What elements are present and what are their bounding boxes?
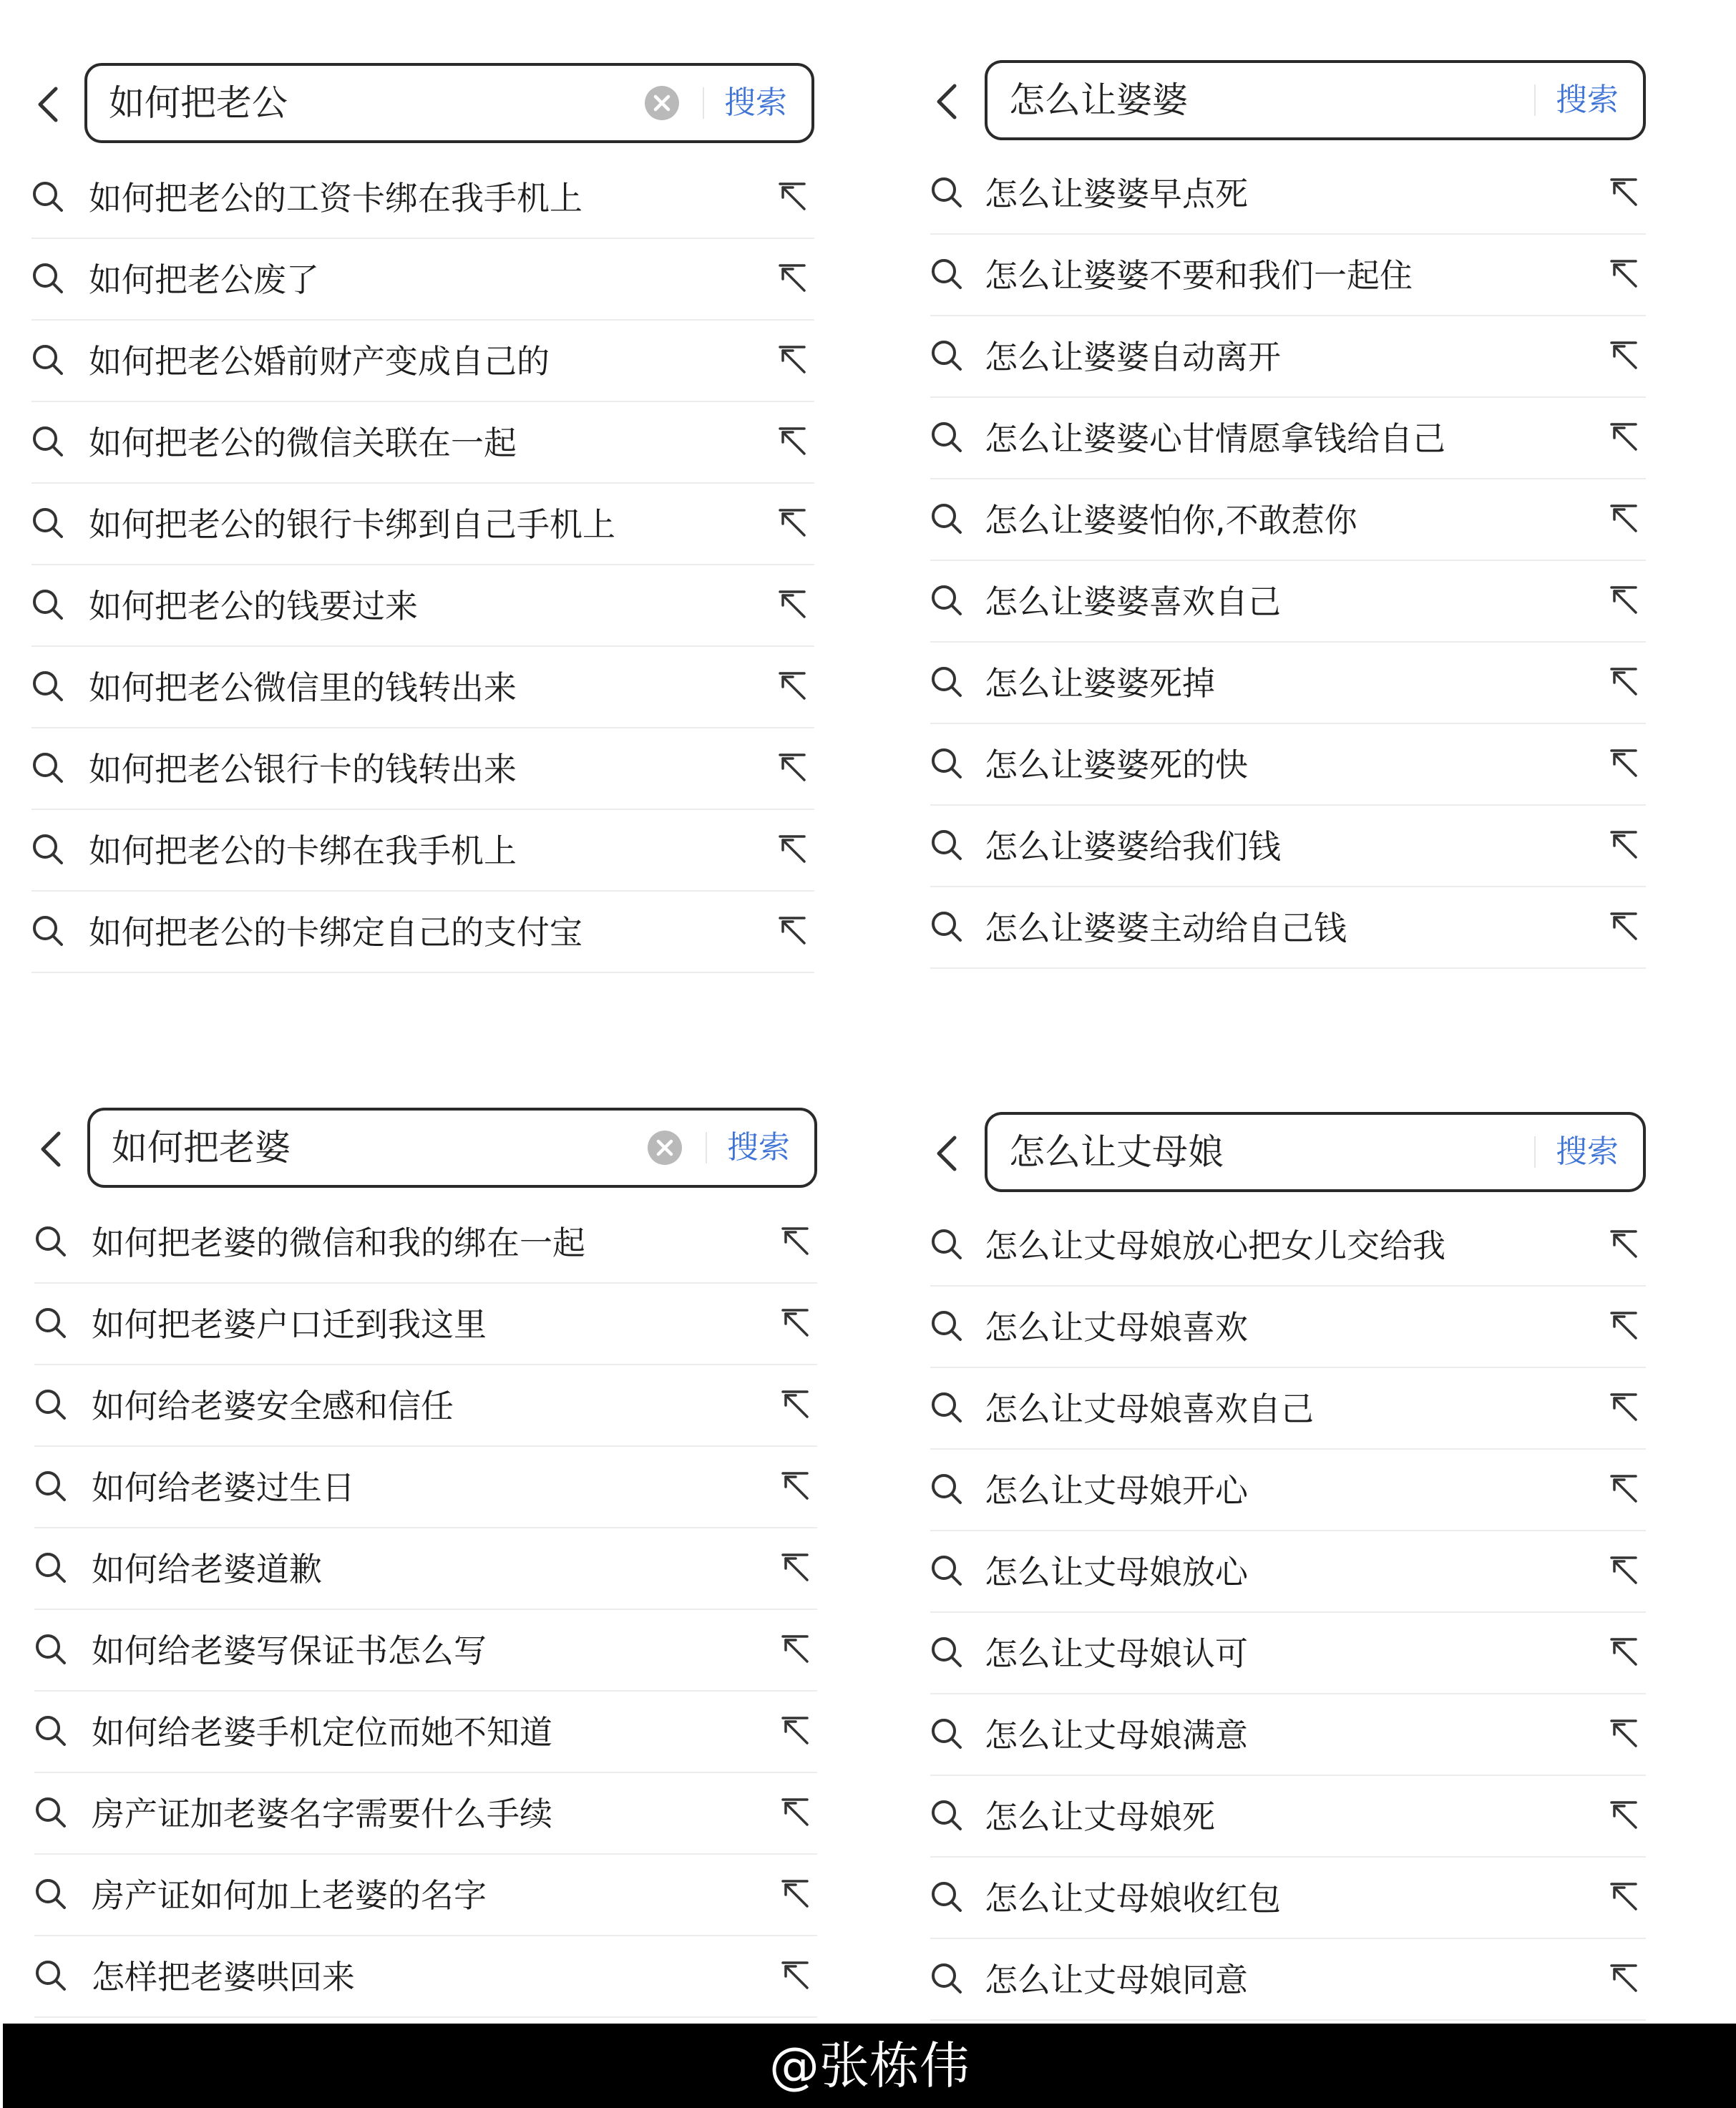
search-header xyxy=(34,1108,817,1191)
arrow-up-left-icon[interactable] xyxy=(779,1634,810,1666)
suggestion-text: 怎么让丈母娘放心 xyxy=(985,1553,1248,1591)
search-query[interactable]: 如何把老公 xyxy=(109,82,288,124)
arrow-up-left-icon[interactable] xyxy=(776,916,807,947)
search-icon xyxy=(930,1962,963,1995)
search-panel-wife xyxy=(34,1108,817,2018)
suggestion-item[interactable] xyxy=(930,561,1646,643)
search-icon xyxy=(34,1551,67,1584)
search-icon xyxy=(31,914,64,947)
suggestion-list xyxy=(930,1205,1646,2021)
search-icon xyxy=(34,1714,67,1747)
suggestion-text: 怎么让丈母娘收红包 xyxy=(985,1879,1281,1918)
search-icon xyxy=(930,665,963,698)
arrow-up-left-icon[interactable] xyxy=(776,753,807,784)
arrow-up-left-icon[interactable] xyxy=(779,1308,810,1340)
arrow-up-left-icon[interactable] xyxy=(1607,1963,1639,1995)
suggestion-item[interactable] xyxy=(34,1610,817,1692)
suggestion-item[interactable] xyxy=(31,892,814,973)
suggestion-item[interactable] xyxy=(34,1284,817,1365)
suggestion-text: 如何把老公微信里的钱转出来 xyxy=(89,668,517,707)
suggestion-text: 怎么让婆婆不要和我们一起住 xyxy=(985,256,1413,295)
search-icon xyxy=(930,1799,963,1832)
arrow-up-left-icon[interactable] xyxy=(776,345,807,376)
suggestion-text: 怎么让婆婆心甘情愿拿钱给自己 xyxy=(985,419,1445,458)
suggestion-item[interactable] xyxy=(31,402,814,484)
watermark-text: @张栋伟 xyxy=(769,2036,970,2095)
arrow-up-left-icon[interactable] xyxy=(1607,341,1639,372)
search-icon xyxy=(930,421,963,454)
suggestion-text: 如何给老婆手机定位而她不知道 xyxy=(92,1713,552,1752)
suggestion-text: 怎么让婆婆给我们钱 xyxy=(985,827,1281,866)
suggestion-item[interactable] xyxy=(31,728,814,810)
suggestion-item[interactable] xyxy=(930,316,1646,398)
arrow-up-left-icon[interactable] xyxy=(1607,1474,1639,1506)
suggestion-list xyxy=(31,157,814,973)
arrow-up-left-icon[interactable] xyxy=(776,671,807,703)
search-query[interactable]: 怎么让婆婆 xyxy=(1009,79,1188,121)
suggestion-item[interactable] xyxy=(31,157,814,239)
suggestion-text: 怎么让婆婆主动给自己钱 xyxy=(985,909,1347,947)
suggestion-item[interactable] xyxy=(930,1205,1646,1287)
arrow-up-left-icon[interactable] xyxy=(1607,1719,1639,1750)
suggestion-text: 怎么让丈母娘认可 xyxy=(985,1634,1248,1673)
search-icon xyxy=(31,262,64,295)
clear-icon[interactable] xyxy=(647,1130,683,1166)
suggestion-item[interactable] xyxy=(930,1368,1646,1450)
suggestion-item[interactable] xyxy=(31,810,814,892)
suggestion-item[interactable] xyxy=(930,1776,1646,1858)
suggestion-item[interactable] xyxy=(930,887,1646,969)
search-icon xyxy=(930,1717,963,1750)
search-icon xyxy=(930,1309,963,1342)
search-input[interactable] xyxy=(87,1108,817,1188)
arrow-up-left-icon[interactable] xyxy=(779,1716,810,1747)
suggestion-item[interactable] xyxy=(930,1450,1646,1531)
arrow-up-left-icon[interactable] xyxy=(1607,177,1639,209)
arrow-up-left-icon[interactable] xyxy=(779,1471,810,1503)
search-panel-wifes-mother xyxy=(930,1112,1646,2021)
suggestion-text: 如何把老公废了 xyxy=(89,260,319,299)
suggestion-list xyxy=(34,1202,817,2018)
arrow-up-left-icon[interactable] xyxy=(1607,912,1639,943)
suggestion-text: 如何把老公婚前财产变成自己的 xyxy=(89,342,550,381)
arrow-up-left-icon[interactable] xyxy=(776,263,807,295)
search-header xyxy=(31,63,814,146)
arrow-up-left-icon[interactable] xyxy=(1607,1311,1639,1342)
suggestion-text: 房产证加老婆名字需要什么手续 xyxy=(92,1795,552,1833)
search-icon xyxy=(930,1880,963,1913)
search-input[interactable] xyxy=(985,60,1646,140)
suggestion-text: 怎么让婆婆喜欢自己 xyxy=(985,582,1281,621)
arrow-up-left-icon[interactable] xyxy=(779,1390,810,1421)
search-icon xyxy=(930,1554,963,1587)
arrow-up-left-icon[interactable] xyxy=(776,508,807,540)
suggestion-item[interactable] xyxy=(34,1528,817,1610)
suggestion-item[interactable] xyxy=(34,1365,817,1447)
arrow-up-left-icon[interactable] xyxy=(1607,1229,1639,1261)
search-icon xyxy=(34,1878,67,1911)
chevron-left-icon[interactable] xyxy=(930,82,966,122)
search-icon xyxy=(31,670,64,703)
suggestion-item[interactable] xyxy=(930,398,1646,479)
suggestion-item[interactable] xyxy=(930,235,1646,316)
search-header xyxy=(930,1112,1646,1195)
suggestion-item[interactable] xyxy=(930,1694,1646,1776)
arrow-up-left-icon[interactable] xyxy=(1607,1882,1639,1913)
search-icon xyxy=(930,1473,963,1506)
suggestion-item[interactable] xyxy=(34,1773,817,1855)
suggestion-item[interactable] xyxy=(930,1858,1646,1939)
suggestion-item[interactable] xyxy=(930,479,1646,561)
search-icon xyxy=(930,1391,963,1424)
suggestion-text: 如何把老公的卡绑定自己的支付宝 xyxy=(89,913,582,952)
suggestion-item[interactable] xyxy=(31,647,814,728)
search-icon xyxy=(34,1959,67,1992)
suggestion-text: 怎么让婆婆自动离开 xyxy=(985,338,1281,376)
search-icon xyxy=(31,588,64,621)
divider xyxy=(1534,1136,1536,1168)
suggestion-text: 如何给老婆道歉 xyxy=(92,1550,322,1589)
suggestion-text: 怎样把老婆哄回来 xyxy=(92,1958,355,1996)
search-icon xyxy=(34,1796,67,1829)
suggestion-item[interactable] xyxy=(34,1936,817,2018)
arrow-up-left-icon[interactable] xyxy=(776,426,807,458)
arrow-up-left-icon[interactable] xyxy=(779,1961,810,1992)
suggestion-text: 如何把老公的工资卡绑在我手机上 xyxy=(89,179,582,218)
suggestion-text: 如何把老公的微信关联在一起 xyxy=(89,424,517,462)
suggestion-item[interactable] xyxy=(930,643,1646,724)
divider xyxy=(1534,84,1536,116)
search-header xyxy=(930,60,1646,143)
clear-icon[interactable] xyxy=(644,85,680,121)
arrow-up-left-icon[interactable] xyxy=(776,182,807,213)
search-panel-husband xyxy=(31,63,814,973)
suggestion-text: 怎么让丈母娘满意 xyxy=(985,1716,1248,1755)
watermark-bar xyxy=(3,2024,1736,2108)
search-icon xyxy=(31,833,64,866)
arrow-up-left-icon[interactable] xyxy=(1607,1392,1639,1424)
search-query[interactable]: 怎么让丈母娘 xyxy=(1009,1131,1224,1173)
arrow-up-left-icon[interactable] xyxy=(1607,585,1639,617)
suggestion-text: 如何给老婆安全感和信任 xyxy=(92,1387,454,1425)
search-button[interactable]: 搜索 xyxy=(1556,1133,1619,1170)
search-icon xyxy=(930,747,963,780)
suggestion-text: 怎么让丈母娘喜欢自己 xyxy=(985,1390,1314,1428)
search-icon xyxy=(34,1388,67,1421)
suggestion-text: 怎么让丈母娘放心把女儿交给我 xyxy=(985,1226,1445,1265)
search-panel-mother-in-law xyxy=(930,60,1646,969)
search-icon xyxy=(930,339,963,372)
chevron-left-icon[interactable] xyxy=(31,84,67,125)
search-icon xyxy=(930,1636,963,1669)
chevron-left-icon[interactable] xyxy=(34,1129,70,1169)
search-icon xyxy=(930,502,963,535)
suggestion-item[interactable] xyxy=(930,1613,1646,1694)
search-icon xyxy=(31,180,64,213)
search-icon xyxy=(34,1307,67,1340)
search-query[interactable]: 如何把老婆 xyxy=(112,1127,291,1168)
divider xyxy=(703,87,704,119)
suggestion-text: 如何把老公的银行卡绑到自己手机上 xyxy=(89,505,615,544)
suggestion-item[interactable] xyxy=(34,1855,817,1936)
chevron-left-icon[interactable] xyxy=(930,1133,966,1173)
arrow-up-left-icon[interactable] xyxy=(779,1797,810,1829)
search-button[interactable]: 搜索 xyxy=(724,84,787,121)
arrow-up-left-icon[interactable] xyxy=(1607,748,1639,780)
arrow-up-left-icon[interactable] xyxy=(1607,667,1639,698)
suggestion-item[interactable] xyxy=(34,1447,817,1528)
suggestion-item[interactable] xyxy=(930,724,1646,806)
suggestion-list xyxy=(930,153,1646,969)
search-input[interactable] xyxy=(84,63,814,143)
arrow-up-left-icon[interactable] xyxy=(1607,422,1639,454)
search-icon xyxy=(930,176,963,209)
suggestion-item[interactable] xyxy=(31,239,814,321)
suggestion-text: 怎么让婆婆早点死 xyxy=(985,175,1248,213)
search-input[interactable] xyxy=(985,1112,1646,1192)
divider xyxy=(706,1132,707,1163)
search-icon xyxy=(930,584,963,617)
suggestion-text: 如何把老公银行卡的钱转出来 xyxy=(89,750,517,789)
suggestion-text: 怎么让丈母娘喜欢 xyxy=(985,1308,1248,1347)
suggestion-text: 怎么让婆婆死的快 xyxy=(985,746,1248,784)
suggestion-item[interactable] xyxy=(31,565,814,647)
arrow-up-left-icon[interactable] xyxy=(779,1226,810,1258)
suggestion-text: 怎么让丈母娘死 xyxy=(985,1797,1215,1836)
suggestion-text: 如何给老婆写保证书怎么写 xyxy=(92,1631,487,1670)
suggestion-text: 如何把老婆的微信和我的绑在一起 xyxy=(92,1224,585,1262)
suggestion-item[interactable] xyxy=(930,1287,1646,1368)
search-button[interactable]: 搜索 xyxy=(1556,82,1619,118)
arrow-up-left-icon[interactable] xyxy=(1607,504,1639,535)
search-icon xyxy=(34,1225,67,1258)
search-icon xyxy=(930,258,963,291)
suggestion-text: 如何把老婆户口迁到我这里 xyxy=(92,1305,487,1344)
search-icon xyxy=(930,829,963,862)
suggestion-text: 如何把老公的卡绑在我手机上 xyxy=(89,831,517,870)
arrow-up-left-icon[interactable] xyxy=(1607,259,1639,291)
suggestion-text: 怎么让丈母娘开心 xyxy=(985,1471,1248,1510)
arrow-up-left-icon[interactable] xyxy=(779,1553,810,1584)
search-icon xyxy=(930,910,963,943)
suggestion-text: 怎么让丈母娘同意 xyxy=(985,1961,1248,1999)
search-icon xyxy=(31,507,64,540)
search-icon xyxy=(31,751,64,784)
suggestion-item[interactable] xyxy=(930,1531,1646,1613)
suggestion-item[interactable] xyxy=(31,484,814,565)
search-button[interactable]: 搜索 xyxy=(727,1129,790,1166)
search-icon xyxy=(31,425,64,458)
suggestion-item[interactable] xyxy=(34,1692,817,1773)
search-icon xyxy=(34,1470,67,1503)
arrow-up-left-icon[interactable] xyxy=(776,834,807,866)
arrow-up-left-icon[interactable] xyxy=(1607,1800,1639,1832)
search-icon xyxy=(31,343,64,376)
suggestion-item[interactable] xyxy=(930,1939,1646,2021)
suggestion-text: 房产证如何加上老婆的名字 xyxy=(92,1876,487,1915)
arrow-up-left-icon[interactable] xyxy=(1607,1637,1639,1669)
search-icon xyxy=(34,1633,67,1666)
suggestion-item[interactable] xyxy=(930,806,1646,887)
suggestion-text: 怎么让婆婆死掉 xyxy=(985,664,1215,703)
arrow-up-left-icon[interactable] xyxy=(1607,830,1639,862)
suggestion-text: 如何把老公的钱要过来 xyxy=(89,587,418,625)
arrow-up-left-icon[interactable] xyxy=(1607,1556,1639,1587)
suggestion-item[interactable] xyxy=(34,1202,817,1284)
suggestion-item[interactable] xyxy=(930,153,1646,235)
arrow-up-left-icon[interactable] xyxy=(779,1879,810,1911)
search-icon xyxy=(930,1228,963,1261)
suggestion-text: 怎么让婆婆怕你,不敢惹你 xyxy=(985,501,1357,540)
arrow-up-left-icon[interactable] xyxy=(776,590,807,621)
suggestion-item[interactable] xyxy=(31,321,814,402)
suggestion-text: 如何给老婆过生日 xyxy=(92,1468,355,1507)
